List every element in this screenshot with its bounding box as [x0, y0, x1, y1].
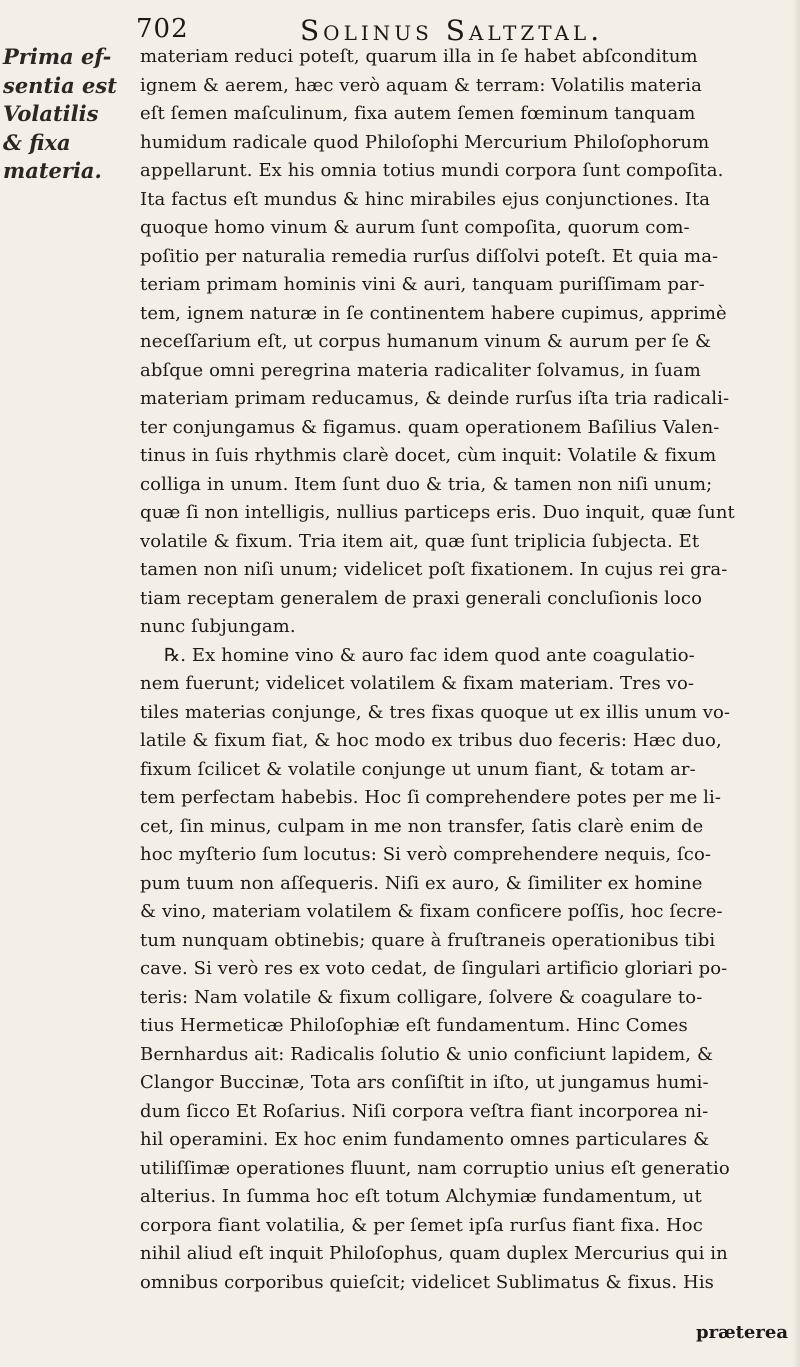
marginal-note-line: sentia est	[3, 72, 117, 98]
text-line: tem, ignem naturæ in ſe continentem habere cupimus, apprimè	[140, 302, 727, 324]
text-line: quoque homo vinum & aurum ſunt compoſita, quorum com-	[140, 217, 690, 238]
text-line: tiam receptam generalem de praxi generali concluſionis loco	[140, 587, 703, 609]
text-line: cet, ſin minus, culpam in me non transfer, ſatis clarè enim de	[140, 815, 704, 837]
text-line: utiliſſimæ operationes fluunt, nam corruptio unius eſt generatio	[140, 1157, 730, 1179]
text-line: tem perfectam habebis. Hoc ſi comprehendere potes per me li-	[140, 787, 722, 808]
text-line: latile & fixum fiat, & hoc modo ex tribus duo feceris: Hæc duo,	[140, 730, 722, 751]
marginal-note-line: materia.	[3, 158, 102, 183]
text-line: ℞. Ex homine vino & auro fac idem quod ante coagulatio-	[164, 644, 695, 666]
text-line: materiam reduci poteſt, quarum illa in ſe habet abſconditum	[140, 46, 698, 67]
text-line: ignem & aerem, hæc verò aquam & terram: Volatilis materia	[140, 74, 702, 96]
text-line: tius Hermeticæ Philoſophiæ eſt fundamentum. Hinc Comes	[140, 1015, 688, 1036]
marginal-note	[3, 43, 121, 186]
text-line: ter conjungamus & figamus. quam operationem Baſilius Valen-	[140, 416, 720, 438]
text-line: fixum ſcilicet & volatile conjunge ut unum fiant, & totam ar-	[140, 758, 696, 780]
text-line: cave. Si verò res ex voto cedat, de ſingulari artificio gloriari po-	[140, 958, 728, 979]
text-line: nihil aliud eſt inquit Philoſophus, quam duplex Mercurius qui in	[140, 1243, 728, 1264]
text-line: omnibus corporibus quieſcit; videlicet Sublimatus & fixus. His	[140, 1271, 715, 1293]
page-edge-shadow	[792, 0, 800, 1367]
marginal-note-line: Prima ef-	[3, 44, 112, 69]
text-line: teriam primam hominis vini & auri, tanquam puriſſimam par-	[140, 274, 705, 295]
text-line: Ita factus eſt mundus & hinc mirabiles ejus conjunctiones. Ita	[140, 188, 711, 210]
text-line: nunc ſubjungam.	[140, 616, 296, 637]
text-line: neceſſarium eſt, ut corpus humanum vinum & aurum per ſe &	[140, 331, 712, 352]
marginal-note-line: Volatilis	[3, 101, 99, 126]
text-line: Bernhardus ait: Radicalis ſolutio & unio conficiunt lapidem, &	[140, 1043, 714, 1065]
text-line: hil operamini. Ex hoc enim fundamento omnes particulares &	[140, 1129, 710, 1150]
text-line: tiles materias conjunge, & tres fixas quoque ut ex illis unum vo-	[140, 701, 731, 723]
page-number: 702	[136, 14, 189, 44]
text-line: alterius. In ſumma hoc eſt totum Alchymiæ fundamentum, ut	[140, 1186, 702, 1207]
text-line: tamen non niſi unum; videlicet poſt fixationem. In cujus rei gra-	[140, 559, 728, 580]
text-line: Clangor Buccinæ, Tota ars conſiſtit in iſto, ut jungamus humi-	[140, 1072, 709, 1093]
text-line: quæ ſi non intelligis, nullius particeps eris. Duo inquit, quæ ſunt	[140, 502, 735, 523]
text-line: volatile & fixum. Tria item ait, quæ ſunt triplicia ſubjecta. Et	[140, 530, 700, 552]
text-line: teris: Nam volatile & fixum colligare, ſolvere & coagulare to-	[140, 986, 703, 1008]
text-line: humidum radicale quod Philoſophi Mercurium Philoſophorum	[140, 131, 710, 153]
text-line: corpora fiant volatilia, & per ſemet ipſa rurſus fiant fixa. Hoc	[140, 1214, 703, 1236]
text-line: materiam primam reducamus, & deinde rurſus iſta tria radicali-	[140, 388, 730, 409]
text-line: hoc myſterio ſum locutus: Si verò comprehendere nequis, ſco-	[140, 844, 712, 865]
text-line: appellarunt. Ex his omnia totius mundi corpora ſunt compoſita.	[140, 160, 724, 181]
marginal-note-line: & fixa	[3, 129, 71, 155]
text-line: dum ſicco Et Roſarius. Niſi corpora veſtra fiant incorporea ni-	[140, 1100, 709, 1122]
text-line: abſque omni peregrina materia radicaliter ſolvamus, in ſuam	[140, 359, 701, 381]
text-line: eſt ſemen maſculinum, fixa autem ſemen fœminum tanquam	[140, 103, 696, 124]
text-line: poſitio per naturalia remedia rurſus diſſolvi poteſt. Et quia ma-	[140, 245, 719, 267]
catchword: præterea	[696, 1322, 788, 1343]
text-line: tinus in ſuis rhythmis clarè docet, cùm inquit: Volatile & fixum	[140, 445, 717, 466]
text-line: tum nunquam obtinebis; quare à fruſtraneis operationibus tibi	[140, 929, 716, 951]
text-line: & vino, materiam volatilem & fixam conficere poſſis, hoc ſecre-	[140, 901, 723, 922]
text-line: nem fuerunt; videlicet volatilem & fixam materiam. Tres vo-	[140, 673, 695, 694]
text-line: colliga in unum. Item ſunt duo & tria, & tamen non niſi unum;	[140, 473, 713, 495]
running-head: Solinus Saltztal.	[300, 14, 604, 47]
body-text	[140, 43, 790, 1297]
text-line: pum tuum non aſſequeris. Niſi ex auro, & ſimiliter ex homine	[140, 872, 703, 894]
